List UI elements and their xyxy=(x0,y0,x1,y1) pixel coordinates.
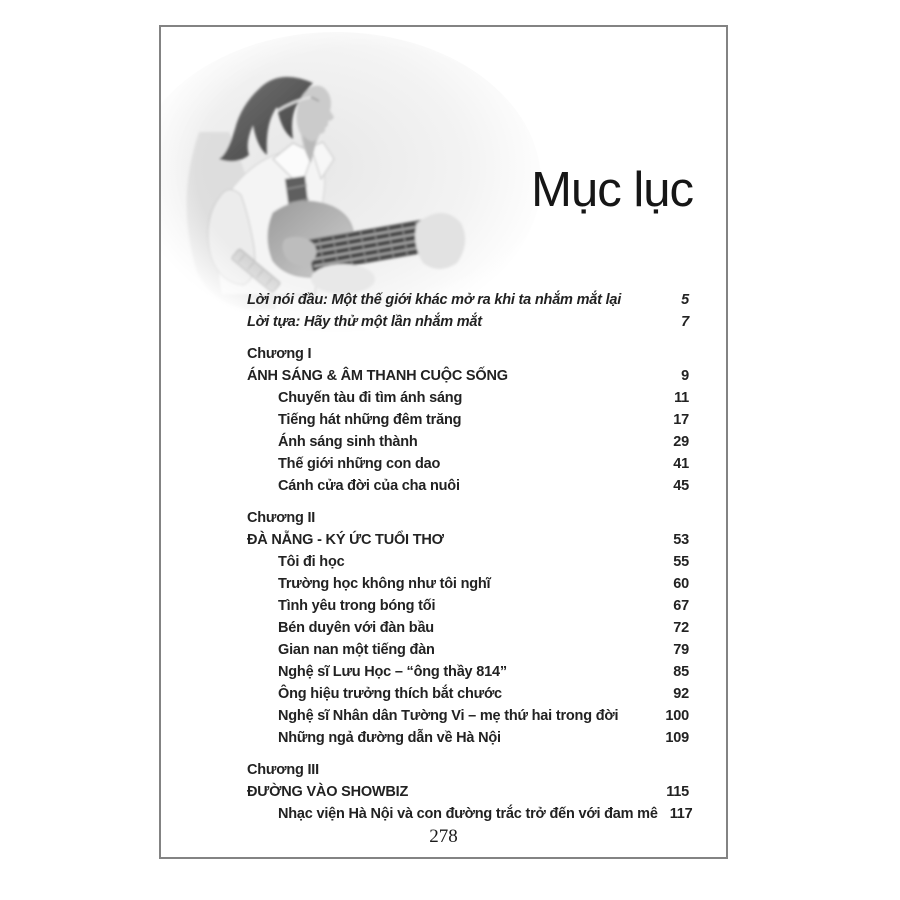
toc-item xyxy=(247,475,689,497)
toc-chapter-group xyxy=(247,343,689,497)
toc-entry-page: 55 xyxy=(673,554,689,570)
toc-entry-page: 67 xyxy=(673,598,689,614)
toc-entry-label: Ông hiệu trưởng thích bắt chước xyxy=(278,686,502,702)
toc-entry-label: Chuyến tàu đi tìm ánh sáng xyxy=(278,390,463,406)
toc-entry-page: 41 xyxy=(673,456,689,472)
toc-entry-page: 5 xyxy=(681,292,689,308)
toc-entry-page: 117 xyxy=(669,806,693,822)
book-page xyxy=(159,25,728,859)
toc-entry-label: ĐƯỜNG VÀO SHOWBIZ xyxy=(247,784,409,800)
toc-item xyxy=(247,683,689,705)
toc-entry-label: Chương I xyxy=(247,346,312,362)
toc-chapter-title xyxy=(247,365,689,387)
toc-entry-page: 45 xyxy=(673,478,689,494)
toc-entry-label: Gian nan một tiếng đàn xyxy=(278,642,435,658)
toc-entry-label: Tình yêu trong bóng tối xyxy=(278,598,436,614)
table-of-contents xyxy=(161,289,726,825)
toc-item xyxy=(247,409,689,431)
toc-entry-label: Thế giới những con dao xyxy=(278,456,441,472)
toc-item xyxy=(247,617,689,639)
toc-chapter-label xyxy=(247,507,689,529)
toc-entry-page: 100 xyxy=(665,708,689,724)
toc-entry-label: Lời nói đầu: Một thế giới khác mở ra khi ta nhắm mắt lại xyxy=(247,292,622,308)
toc-entry-label: Trường học không như tôi nghĩ xyxy=(278,576,491,592)
toc-entry-label: Chương II xyxy=(247,510,316,526)
toc-chapter-title xyxy=(247,529,689,551)
toc-entry-label: Những ngả đường dẫn về Hà Nội xyxy=(278,730,501,746)
toc-entry-page: 60 xyxy=(673,576,689,592)
toc-entry-page: 7 xyxy=(681,314,689,330)
toc-entry-label: Cánh cửa đời của cha nuôi xyxy=(278,478,460,494)
toc-entry-page: 53 xyxy=(673,532,689,548)
toc-entry-page: 115 xyxy=(666,784,689,800)
toc-entry-label: Chương III xyxy=(247,762,319,778)
toc-entry-page: 11 xyxy=(674,390,689,406)
toc-entry-label: Nhạc viện Hà Nội và con đường trắc trở đến với đam mê xyxy=(278,806,658,822)
toc-entry-page: 72 xyxy=(673,620,689,636)
toc-preface-entry xyxy=(247,289,689,311)
toc-entry-page: 85 xyxy=(673,664,689,680)
toc-entry-label: Nghệ sĩ Nhân dân Tường Vi – mẹ thứ hai trong đời xyxy=(278,708,619,724)
toc-entry-label: Tôi đi học xyxy=(278,554,345,570)
page-title: Mục lục xyxy=(531,163,693,217)
toc-chapter-title xyxy=(247,781,689,803)
toc-preface-entry xyxy=(247,311,689,333)
toc-chapter-group xyxy=(247,507,689,749)
toc-entry-label: Nghệ sĩ Lưu Học – “ông thầy 814” xyxy=(278,664,507,680)
toc-item xyxy=(247,661,689,683)
toc-entry-page: 29 xyxy=(673,434,689,450)
toc-item xyxy=(247,705,689,727)
toc-item xyxy=(247,639,689,661)
toc-entry-page: 9 xyxy=(681,368,689,384)
toc-entry-page: 109 xyxy=(665,730,689,746)
toc-item xyxy=(247,803,693,825)
toc-item xyxy=(247,573,689,595)
toc-entry-label: Ánh sáng sinh thành xyxy=(278,434,418,450)
toc-entry-page: 79 xyxy=(673,642,689,658)
toc-entry-label: Bén duyên với đàn bầu xyxy=(278,620,434,636)
toc-entry-label: Lời tựa: Hãy thử một lần nhắm mắt xyxy=(247,314,482,330)
toc-item xyxy=(247,727,689,749)
toc-entry-page: 17 xyxy=(673,412,689,428)
toc-chapter-label xyxy=(247,343,689,365)
toc-entry-label: ÁNH SÁNG & ÂM THANH CUỘC SỐNG xyxy=(247,368,508,384)
toc-chapter-label xyxy=(247,759,689,781)
toc-item xyxy=(247,453,689,475)
toc-item xyxy=(247,431,689,453)
toc-entry-label: Tiếng hát những đêm trăng xyxy=(278,412,462,428)
toc-chapter-group xyxy=(247,759,693,825)
toc-item xyxy=(247,595,689,617)
toc-item xyxy=(247,551,689,573)
page-number: 278 xyxy=(429,826,458,847)
toc-entry-label: ĐÀ NẴNG - KÝ ỨC TUỔI THƠ xyxy=(247,532,444,548)
toc-entry-page: 92 xyxy=(673,686,689,702)
toc-item xyxy=(247,387,689,409)
